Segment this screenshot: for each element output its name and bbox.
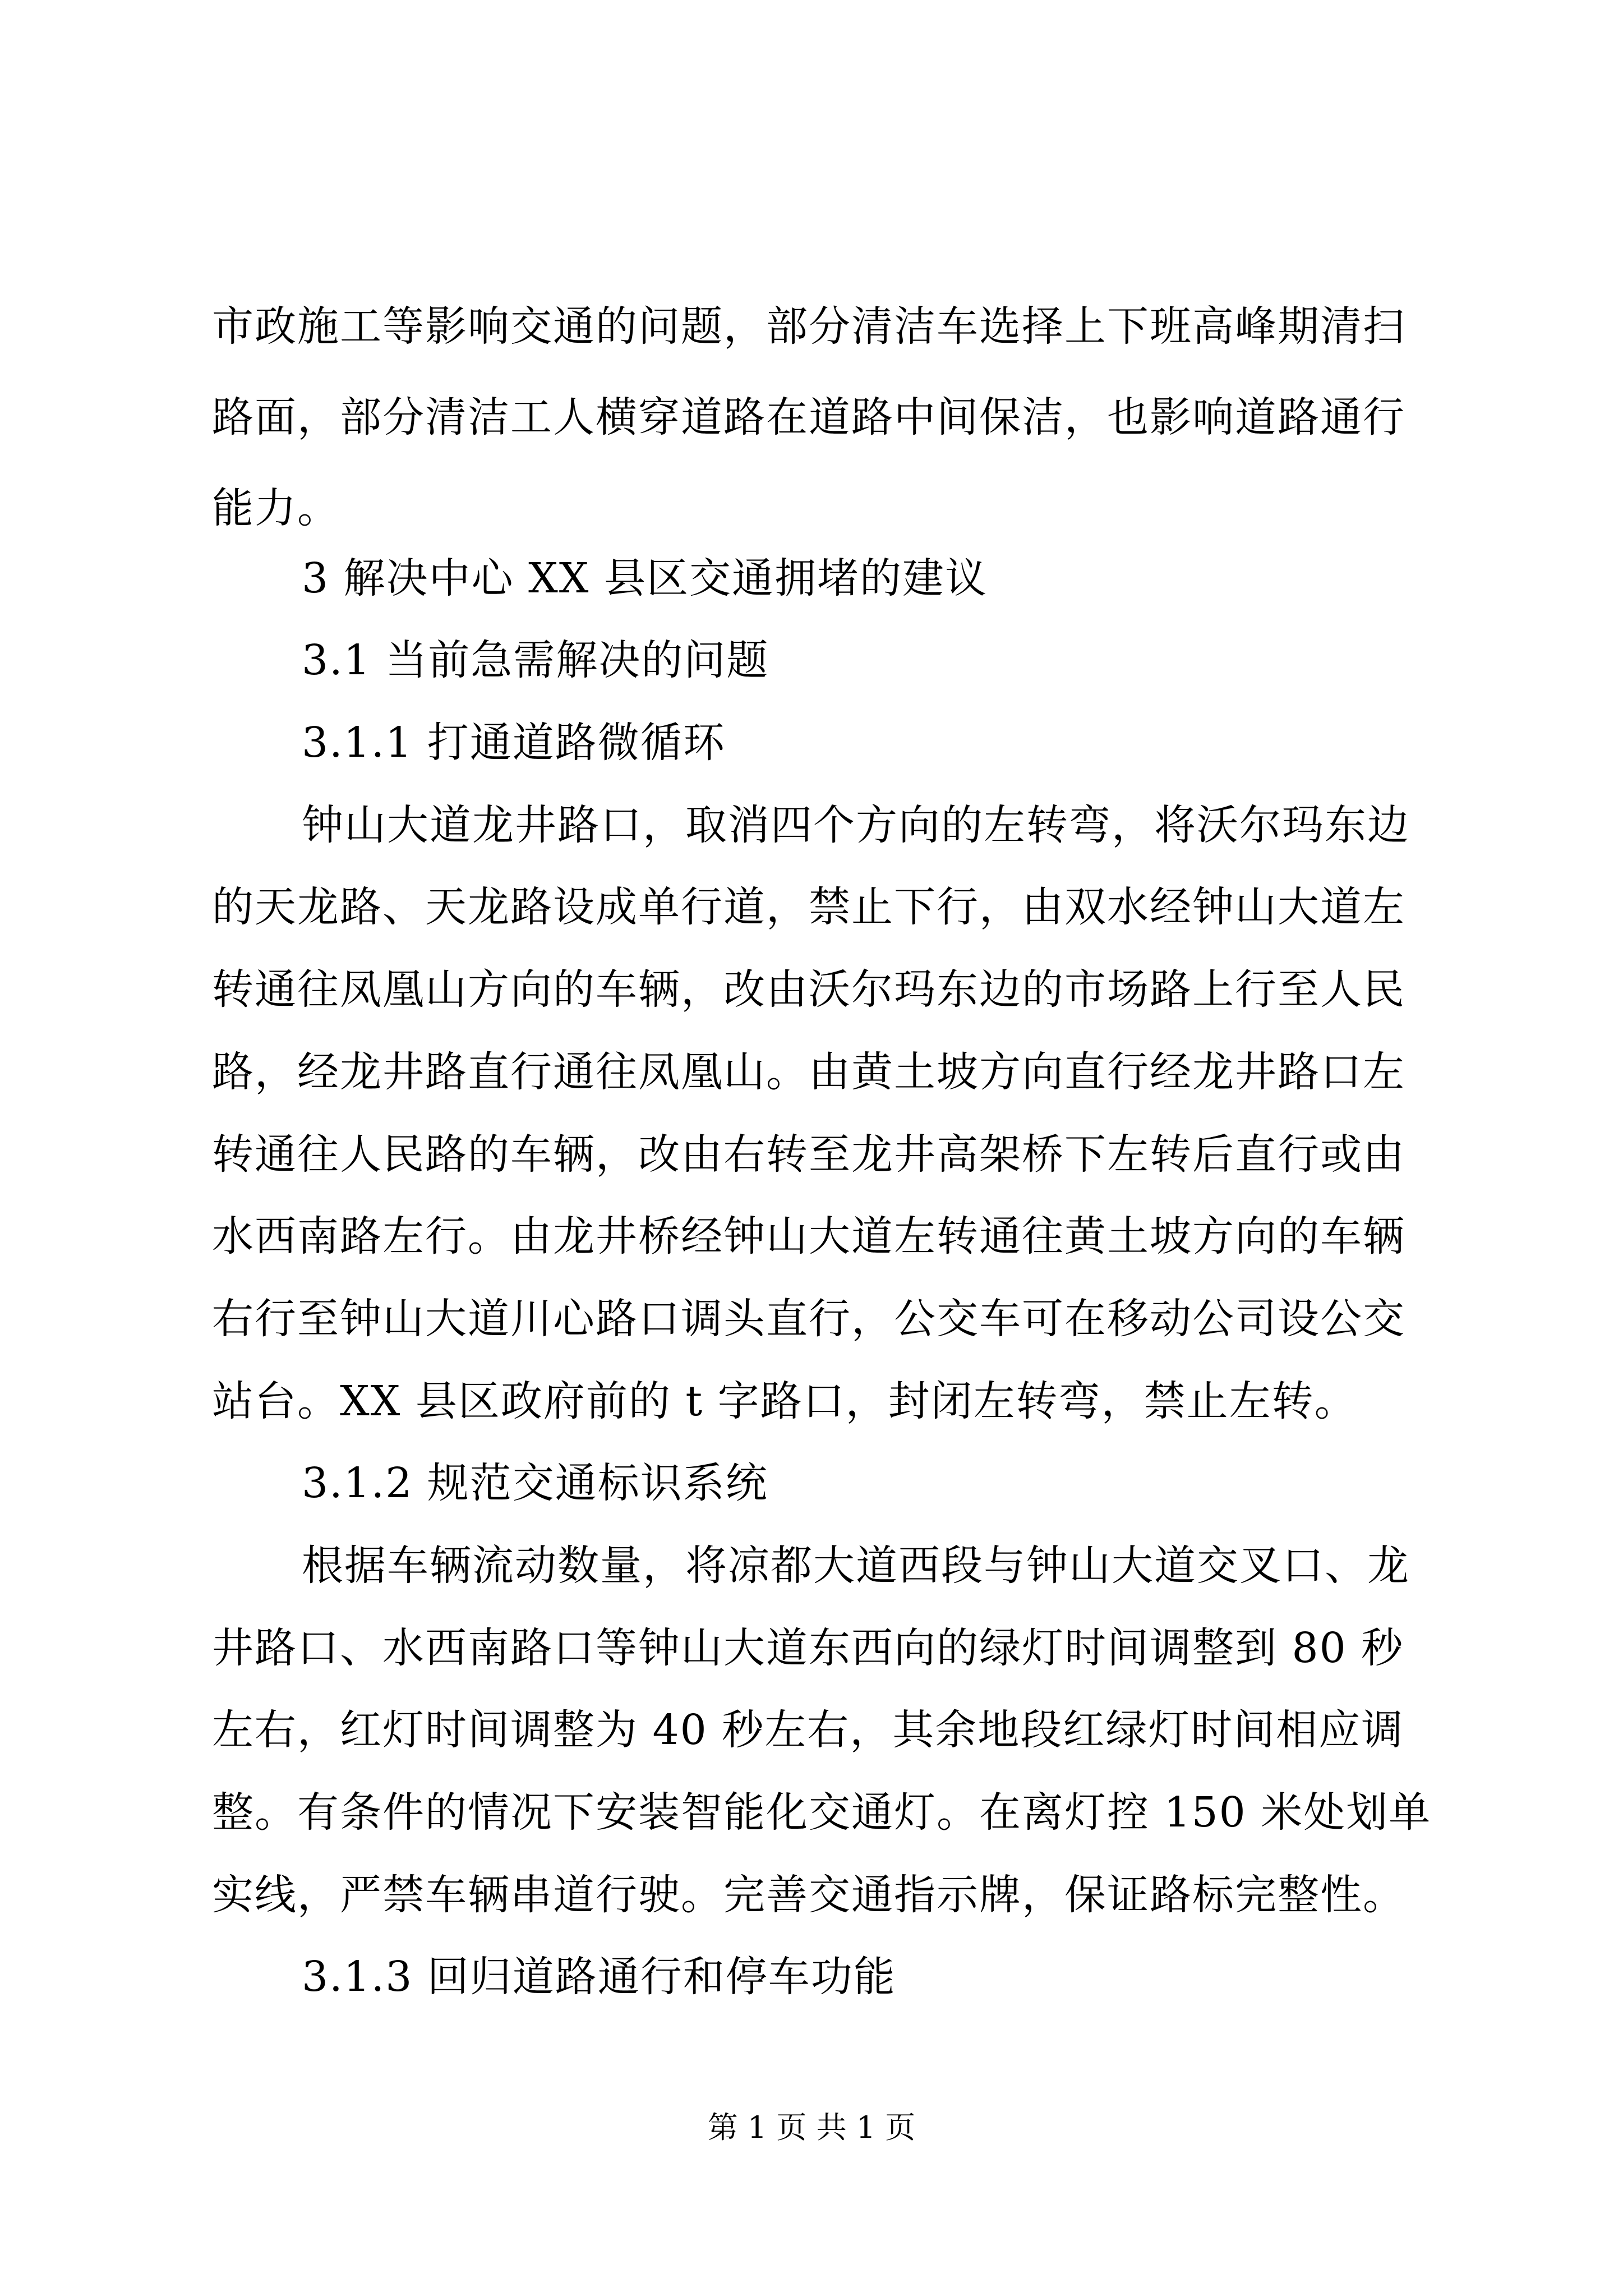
body-text-line: 路，经龙井路直行通往凤凰山。由黄土坡方向直行经龙井路口左 (212, 1048, 1405, 1096)
body-text-line: 路面，部分清洁工人横穿道路在道路中间保洁，也影响道路通行 (212, 393, 1405, 441)
body-text-line: 钟山大道龙井路口，取消四个方向的左转弯，将沃尔玛东边 (302, 801, 1410, 849)
page-number-footer: 第 1 页 共 1 页 (707, 2110, 916, 2145)
body-text-line: 右行至钟山大道川心路口调头直行，公交车可在移动公司设公交 (212, 1295, 1405, 1343)
body-text-line: 站台。XX 县区政府前的 t 字路口，封闭左转弯，禁止左转。 (212, 1377, 1357, 1425)
body-text-line: 井路口、水西南路口等钟山大道东西向的绿灯时间调整到 80 秒 (212, 1624, 1404, 1672)
body-text-line: 水西南路左行。由龙井桥经钟山大道左转通往黄土坡方向的车辆 (212, 1212, 1405, 1260)
body-text-line: 实线，严禁车辆串道行驶。完善交通指示牌，保证路标完整性。 (212, 1871, 1405, 1919)
body-text-line: 转通往凤凰山方向的车辆，改由沃尔玛东边的市场路上行至人民 (212, 965, 1405, 1014)
body-text-line: 根据车辆流动数量，将凉都大道西段与钟山大道交叉口、龙 (302, 1542, 1410, 1590)
body-text-line: 市政施工等影响交通的问题，部分清洁车选择上下班高峰期清扫 (212, 302, 1405, 351)
subsection-heading: 3.1 当前急需解决的问题 (302, 636, 769, 684)
body-text-line: 的天龙路、天龙路设成单行道，禁止下行，由双水经钟山大道左 (212, 883, 1405, 931)
body-text-line: 左右，红灯时间调整为 40 秒左右，其余地段红绿灯时间相应调 (212, 1706, 1404, 1754)
subsubsection-heading: 3.1.3 回归道路通行和停车功能 (302, 1953, 896, 2001)
body-text-line: 转通往人民路的车辆，改由右转至龙井高架桥下左转后直行或由 (212, 1130, 1405, 1179)
section-heading: 3 解决中心 XX 县区交通拥堵的建议 (302, 554, 988, 602)
body-text-line: 整。有条件的情况下安装智能化交通灯。在离灯控 150 米处划单 (212, 1788, 1432, 1837)
subsubsection-heading: 3.1.2 规范交通标识系统 (302, 1459, 768, 1507)
body-text-line: 能力。 (212, 484, 340, 532)
subsubsection-heading: 3.1.1 打通道路微循环 (302, 719, 726, 767)
